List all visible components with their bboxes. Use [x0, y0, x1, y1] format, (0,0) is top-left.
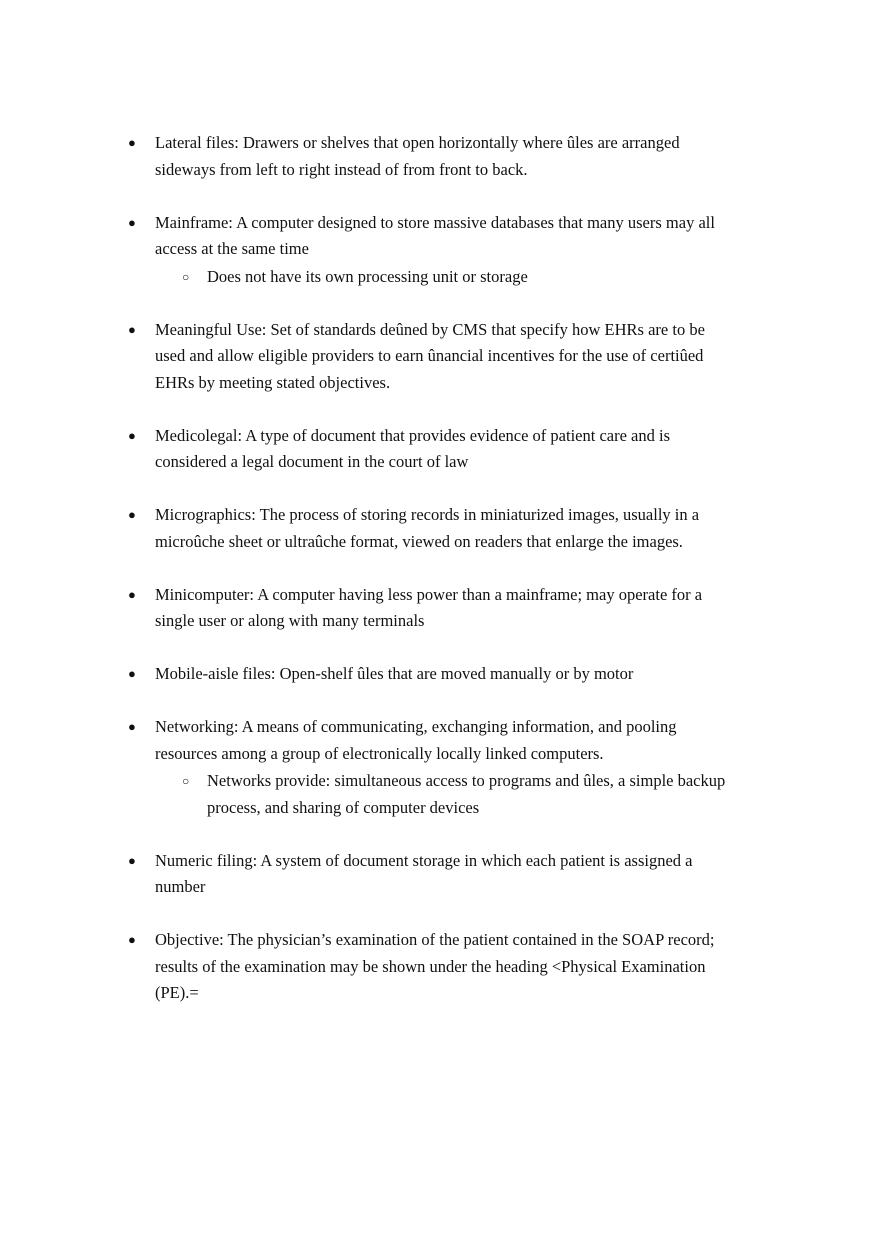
entry-text: Medicolegal: A type of document that provides evidence of patient care and is considered a legal document in the court of law [155, 425, 670, 471]
entry-text: Micrographics: The process of storing records in miniaturized images, usually in a microûche sheet or ultraûche format, viewed on readers that enlarge the images. [155, 505, 700, 551]
sub-list-item [155, 768, 726, 821]
hollow-bullet-icon: ○ [182, 774, 190, 788]
entry-text: Networking: A means of communicating, exchanging information, and pooling resources among a group of electronically locally linked computers. [155, 717, 677, 763]
entry-text: Meaningful Use: Set of standards deûned by CMS that specify how EHRs are to be used and allow eligible providers to earn ûnancial incentives for the use of certiûed EHRs by meeting stated objectives. [155, 319, 705, 392]
sub-entry-text: Networks provide: simultaneous access to programs and ûles, a simple backup process, and sharing of computer devices [207, 771, 726, 817]
bullet-icon: ● [128, 666, 136, 681]
list-item [126, 582, 726, 635]
entry-text: Mainframe: A computer designed to store massive databases that many users may all access at the same time [155, 212, 715, 258]
list-item [126, 714, 726, 821]
entry-text: Mobile-aisle files: Open-shelf ûles that are moved manually or by motor [155, 664, 634, 683]
sub-entry-text: Does not have its own processing unit or storage [207, 266, 528, 286]
bullet-icon: ● [128, 321, 136, 337]
list-item [126, 848, 726, 901]
list-item [126, 210, 726, 291]
hollow-bullet-icon: ○ [182, 269, 190, 284]
bullet-icon: ● [128, 586, 136, 602]
list-item [126, 317, 726, 397]
entry-text: Numeric filing: A system of document storage in which each patient is assigned a number [155, 850, 693, 896]
entry-text: Minicomputer: A computer having less power than a mainframe; may operate for a single user or along with many terminals [155, 584, 703, 630]
bullet-icon: ● [128, 214, 136, 230]
bullet-icon: ● [128, 427, 136, 443]
sub-list [155, 264, 726, 291]
entry-text: Lateral files: Drawers or shelves that open horizontally where ûles are arranged sideways from left to right instead of from front to back. [155, 133, 680, 179]
bullet-icon: ● [128, 719, 136, 734]
bullet-icon: ● [128, 852, 136, 868]
list-item [126, 927, 726, 1007]
bullet-icon: ● [128, 507, 136, 522]
bullet-icon: ● [128, 135, 136, 150]
entry-text: Objective: The physician’s examination of the patient contained in the SOAP record; results of the examination may be shown under the heading <Physical Examination (PE).= [155, 930, 715, 1002]
list-item [126, 502, 726, 555]
glossary-list [126, 130, 726, 1033]
bullet-icon: ● [128, 932, 136, 947]
sub-list-item [155, 264, 726, 291]
list-item [126, 130, 726, 183]
list-item [126, 661, 726, 688]
sub-list [155, 768, 726, 821]
list-item [126, 423, 726, 476]
